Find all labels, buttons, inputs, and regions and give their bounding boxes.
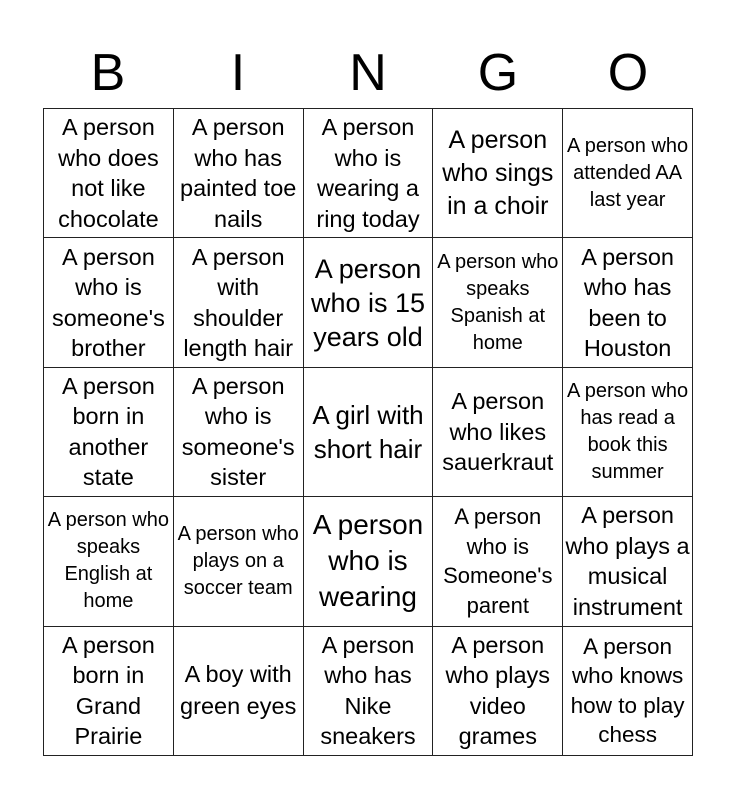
bingo-cell-r3c2[interactable] [174, 368, 304, 497]
bingo-cell-r4c4[interactable] [433, 497, 563, 626]
bingo-cell-r5c1[interactable] [44, 627, 174, 756]
bingo-cell-r3c1[interactable] [44, 368, 174, 497]
cell-text: A person who speaks English at home [47, 509, 169, 613]
cell-text: A person who has Nike sneakers [320, 631, 416, 750]
cell-text: A person who has read a book this summer [566, 379, 689, 483]
bingo-cell-r5c5[interactable] [563, 627, 693, 756]
bingo-cell-r5c3[interactable] [304, 627, 434, 756]
cell-text: A person who attended AA last year [566, 134, 689, 211]
cell-text: A person who plays a musical instrument [565, 502, 690, 620]
cell-text: A person who is wearing a ring today [316, 114, 420, 232]
bingo-cell-r2c4[interactable] [433, 238, 563, 367]
bingo-cell-r4c3[interactable] [304, 497, 434, 626]
cell-text: A boy with green eyes [180, 661, 297, 719]
cell-text: A girl with short hair [312, 399, 424, 464]
cell-text: A person who plays on a soccer team [177, 522, 299, 599]
cell-text: A person who has been to Houston [581, 243, 674, 362]
cell-text: A person who is 15 years old [310, 253, 426, 352]
bingo-cell-r3c3[interactable] [304, 368, 434, 497]
cell-text: A person who is Someone's parent [443, 504, 553, 618]
bingo-cell-r5c2[interactable] [174, 627, 304, 756]
bingo-cell-r1c5[interactable] [563, 109, 693, 238]
bingo-cell-r1c3[interactable] [304, 109, 434, 238]
bingo-cell-r3c5[interactable] [563, 368, 693, 497]
cell-text: A person who knows how to play chess [570, 633, 685, 748]
bingo-cell-r2c3[interactable] [304, 238, 434, 367]
cell-text: A person who has painted toe nails [180, 114, 297, 232]
bingo-header [43, 38, 693, 108]
cell-text: A person who is someone's brother [51, 243, 165, 362]
bingo-cell-r1c1[interactable] [44, 109, 174, 238]
cell-text: A person who likes sauerkraut [442, 388, 554, 476]
bingo-cell-r4c1[interactable] [44, 497, 174, 626]
bingo-cell-r2c2[interactable] [174, 238, 304, 367]
header-letter-o: O [607, 44, 649, 102]
header-letter-n: N [349, 44, 387, 102]
cell-text: A person who sings in a choir [442, 125, 554, 220]
cell-text: A person born in another state [62, 372, 155, 491]
header-letter-i: I [230, 44, 246, 102]
bingo-cell-r2c1[interactable] [44, 238, 174, 367]
cell-text: A person who plays video grames [445, 631, 551, 750]
bingo-cell-r5c4[interactable] [433, 627, 563, 756]
cell-text: A person born in Grand Prairie [62, 631, 155, 750]
bingo-cell-r2c5[interactable] [563, 238, 693, 367]
bingo-cell-r1c2[interactable] [174, 109, 304, 238]
bingo-cell-r1c4[interactable] [433, 109, 563, 238]
cell-text: A person who is wearing [312, 509, 424, 613]
bingo-cell-r4c2[interactable] [174, 497, 304, 626]
bingo-cell-r4c5[interactable] [563, 497, 693, 626]
bingo-cell-r3c4[interactable] [433, 368, 563, 497]
cell-text: A person with shoulder length hair [183, 243, 294, 362]
cell-text: A person who speaks Spanish at home [437, 250, 559, 354]
header-letter-g: G [477, 44, 519, 102]
header-letter-b: B [90, 44, 126, 102]
cell-text: A person who does not like chocolate [58, 114, 159, 232]
cell-text: A person who is someone's sister [181, 372, 295, 491]
bingo-grid [43, 108, 693, 756]
